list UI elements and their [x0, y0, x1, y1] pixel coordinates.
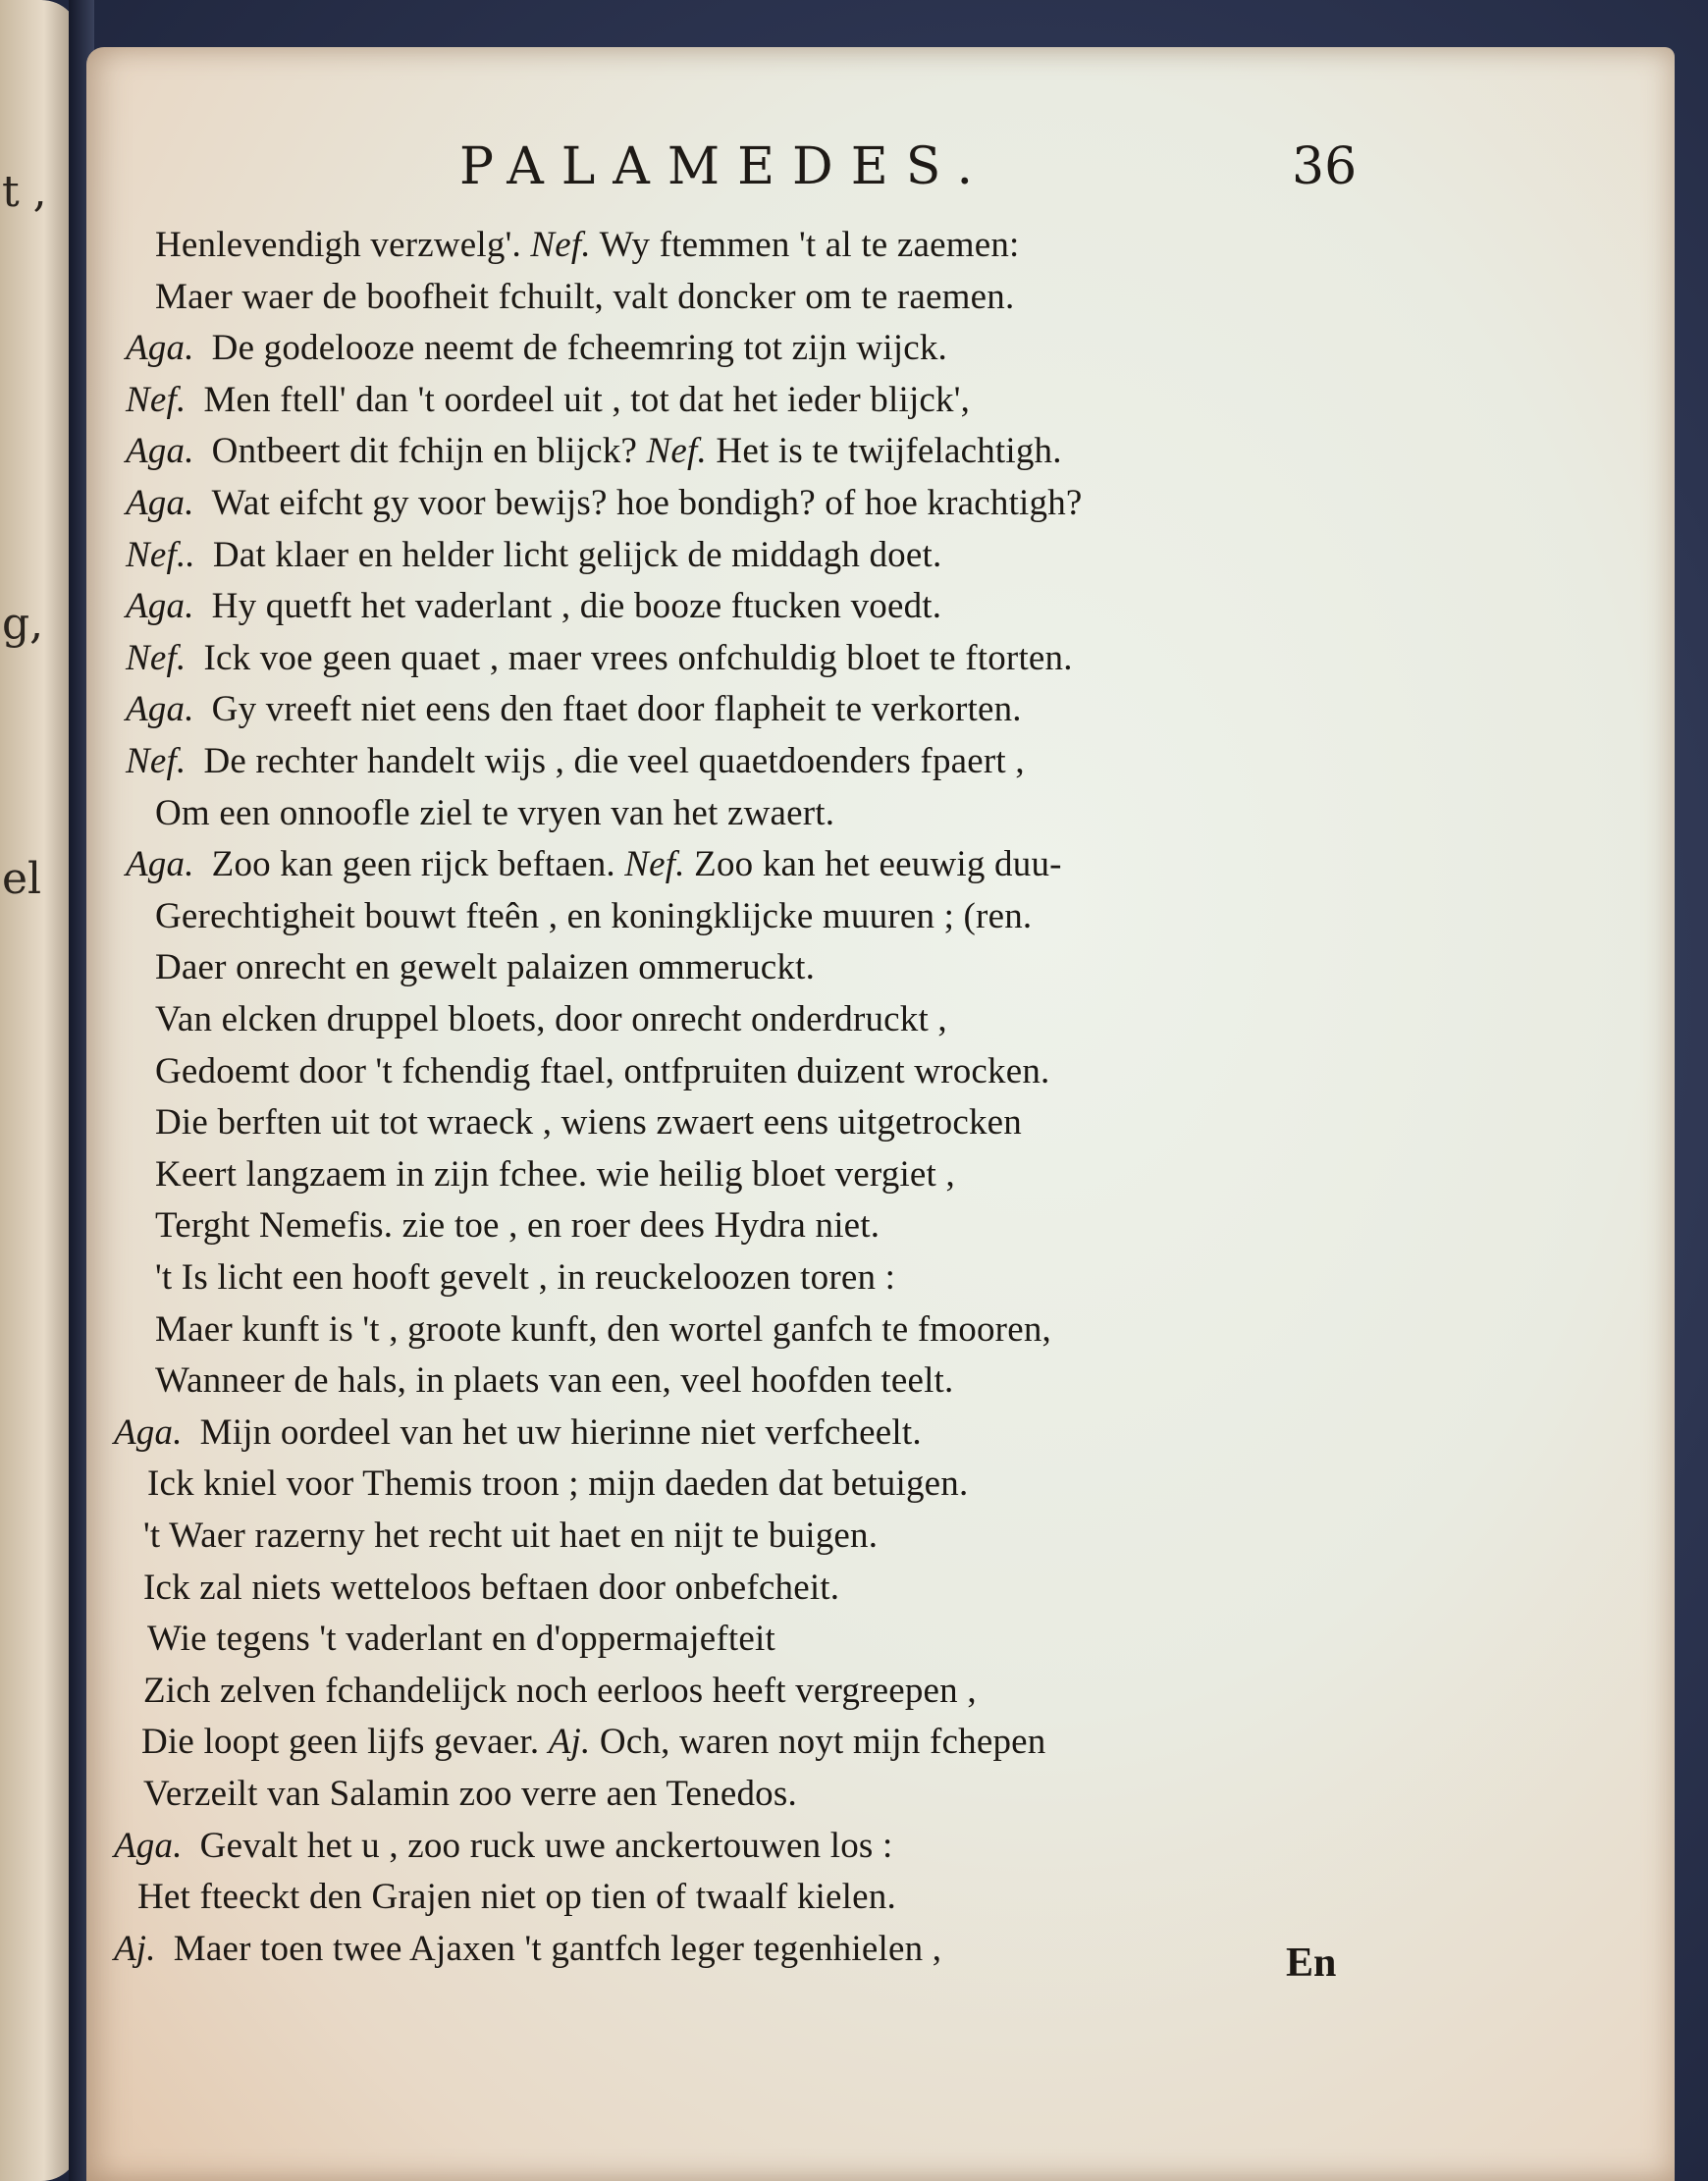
- verse-segment: Och, waren noyt mijn fchepen: [590, 1722, 1046, 1763]
- inline-speaker-label: Nef.: [530, 225, 591, 265]
- speaker-label: Aga.: [126, 844, 194, 885]
- speaker-label: Aga.: [126, 483, 194, 523]
- speaker-label: Aga.: [126, 328, 194, 369]
- page-header: [86, 137, 1675, 216]
- verse-segment: Ick kniel voor Themis troon ; mijn daeden dat betuigen.: [147, 1463, 969, 1505]
- verse-line: [155, 276, 1014, 327]
- verse-segment: Daer onrecht en gewelt palaizen ommeruckt.: [155, 947, 816, 988]
- verse-segment: Gedoemt door 't fchendig ftael, ontfpruiten duizent wrocken.: [155, 1050, 1050, 1091]
- speaker-label: Nef..: [126, 534, 195, 575]
- verse-segment: Wat eifcht gy voor bewijs? hoe bondigh? of hoe krachtigh?: [211, 483, 1083, 523]
- verse-segment: Men ftell' dan 't oordeel uit , tot dat het ieder blijck',: [203, 379, 971, 420]
- running-title: PALAMEDES.: [459, 137, 991, 196]
- verse-line: [155, 1359, 953, 1410]
- verse-line: [155, 998, 947, 1049]
- verse-segment: Maer kunft is 't , groote kunft, den wortel ganfch te fmooren,: [155, 1308, 1051, 1350]
- verse-segment: Die berften uit tot wraeck , wiens zwaert eens uitgetrocken: [155, 1102, 1022, 1144]
- speaker-label: Nef.: [126, 637, 187, 678]
- speaker-label: Nef.: [126, 741, 187, 781]
- verse-segment: Wie tegens 't vaderlant en d'oppermajefteit: [147, 1619, 775, 1660]
- verse-segment: Zoo kan geen rijck beftaen.: [211, 844, 625, 885]
- speaker-label: Nef.: [126, 379, 187, 420]
- verse-line: [126, 688, 1022, 739]
- facing-page-fragment: g,: [2, 599, 44, 649]
- facing-page-fragment: t ,: [2, 167, 47, 217]
- verse-segment: 't Is licht een hooft gevelt , in reuckeloozen toren :: [155, 1257, 896, 1298]
- verse-segment: Ick zal niets wetteloos beftaen door onbefcheit.: [143, 1567, 840, 1608]
- catchword: En: [1286, 1941, 1337, 1986]
- page-number: 36: [1292, 137, 1358, 196]
- verse-segment: Zich zelven fchandelijck noch eerloos heeft vergreepen ,: [143, 1670, 977, 1711]
- verse-segment: Maer waer de boofheit fchuilt, valt doncker om te raemen.: [155, 276, 1015, 317]
- verse-line: [137, 1876, 896, 1927]
- verse-segment: Mijn oordeel van het uw hierinne niet verfcheelt.: [199, 1411, 922, 1453]
- inline-speaker-label: Aj.: [548, 1722, 591, 1763]
- verse-segment: Gevalt het u , zoo ruck uwe anckertouwen los :: [199, 1825, 893, 1866]
- speaker-label: Aga.: [126, 431, 194, 472]
- verse-segment: Terght Nemefis. zie toe , en roer dees Hydra niet.: [155, 1205, 881, 1247]
- inline-speaker-label: Nef.: [624, 844, 685, 885]
- verse-line: [155, 792, 834, 843]
- verse-line: [126, 379, 970, 430]
- verse-line: [126, 585, 941, 636]
- verse-line: [147, 1463, 968, 1514]
- verse-line: [126, 430, 1062, 481]
- verse-segment: Maer toen twee Ajaxen 't gantfch leger tegenhielen ,: [173, 1928, 942, 1969]
- verse-segment: De rechter handelt wijs , die veel quaetdoenders fpaert ,: [203, 741, 1025, 781]
- verse-segment: Keert langzaem in zijn fchee. wie heilig bloet vergiet ,: [155, 1153, 955, 1195]
- verse-segment: Henlevendigh verzwelg'.: [155, 225, 531, 265]
- verse-line: [143, 1670, 977, 1721]
- verse-segment: Zoo kan het eeuwig duu-: [684, 844, 1062, 885]
- book-page: [86, 47, 1675, 2181]
- verse-segment: Verzeilt van Salamin zoo verre aen Tenedos.: [143, 1774, 797, 1814]
- verse-segment: Om een onnoofle ziel te vryen van het zwaert.: [155, 792, 835, 833]
- verse-line: [155, 946, 815, 997]
- verse-segment: Ick voe geen quaet , maer vrees onfchuldig bloet te ftorten.: [203, 637, 1073, 678]
- verse-line: [141, 1721, 1046, 1772]
- verse-line: [126, 327, 947, 378]
- facing-page-fragment: el: [2, 854, 42, 904]
- speaker-label: Aj.: [114, 1928, 156, 1969]
- verse-line: [155, 1050, 1050, 1101]
- verse-line: [155, 1204, 880, 1255]
- verse-line: [147, 1618, 775, 1669]
- verse-segment: Dat klaer en helder licht gelijck de middagh doet.: [212, 534, 942, 575]
- verse-line: [155, 1101, 1022, 1152]
- speaker-label: Aga.: [114, 1411, 183, 1453]
- verse-segment: Gerechtigheit bouwt fteên , en koningklijcke muuren ; (ren.: [155, 895, 1033, 936]
- verse-line: [126, 843, 1062, 894]
- speaker-label: Aga.: [114, 1825, 183, 1866]
- verse-line: [126, 534, 941, 585]
- verse-line: [126, 637, 1073, 688]
- verse-line: [114, 1825, 892, 1876]
- verse-segment: 't Waer razerny het recht uit haet en nijt te buigen.: [143, 1516, 879, 1556]
- verse-line: [143, 1567, 839, 1618]
- verse-segment: Van elcken druppel bloets, door onrecht onderdruckt ,: [155, 999, 947, 1039]
- verse-segment: De godelooze neemt de fcheemring tot zijn wijck.: [211, 328, 947, 369]
- verse-line: [155, 1308, 1051, 1359]
- verse-line: [155, 1256, 895, 1307]
- inline-speaker-label: Nef.: [646, 431, 707, 472]
- verse-line: [126, 482, 1083, 533]
- verse-line: [126, 740, 1025, 791]
- verse-line: [155, 1153, 955, 1204]
- verse-segment: Wanneer de hals, in plaets van een, veel hoofden teelt.: [155, 1360, 954, 1402]
- verse-segment: Die loopt geen lijfs gevaer.: [141, 1722, 549, 1763]
- verse-line: [114, 1928, 941, 1979]
- verse-line: [143, 1515, 878, 1566]
- verse-line: [155, 895, 1032, 946]
- verse-segment: Gy vreeft niet eens den ftaet door flapheit te verkorten.: [211, 689, 1022, 730]
- verse-segment: Het is te twijfelachtigh.: [706, 431, 1062, 472]
- verse-segment: Ontbeert dit fchijn en blijck?: [211, 431, 647, 472]
- verse-segment: Hy quetft het vaderlant , die booze ftucken voedt.: [211, 586, 942, 627]
- verse-line: [143, 1773, 797, 1824]
- speaker-label: Aga.: [126, 586, 194, 627]
- verse-segment: Het fteeckt den Grajen niet op tien of twaalf kielen.: [137, 1877, 896, 1918]
- speaker-label: Aga.: [126, 689, 194, 730]
- verse-line: [114, 1411, 922, 1463]
- verse-segment: Wy ftemmen 't al te zaemen:: [590, 225, 1020, 265]
- verse-line: [155, 224, 1020, 275]
